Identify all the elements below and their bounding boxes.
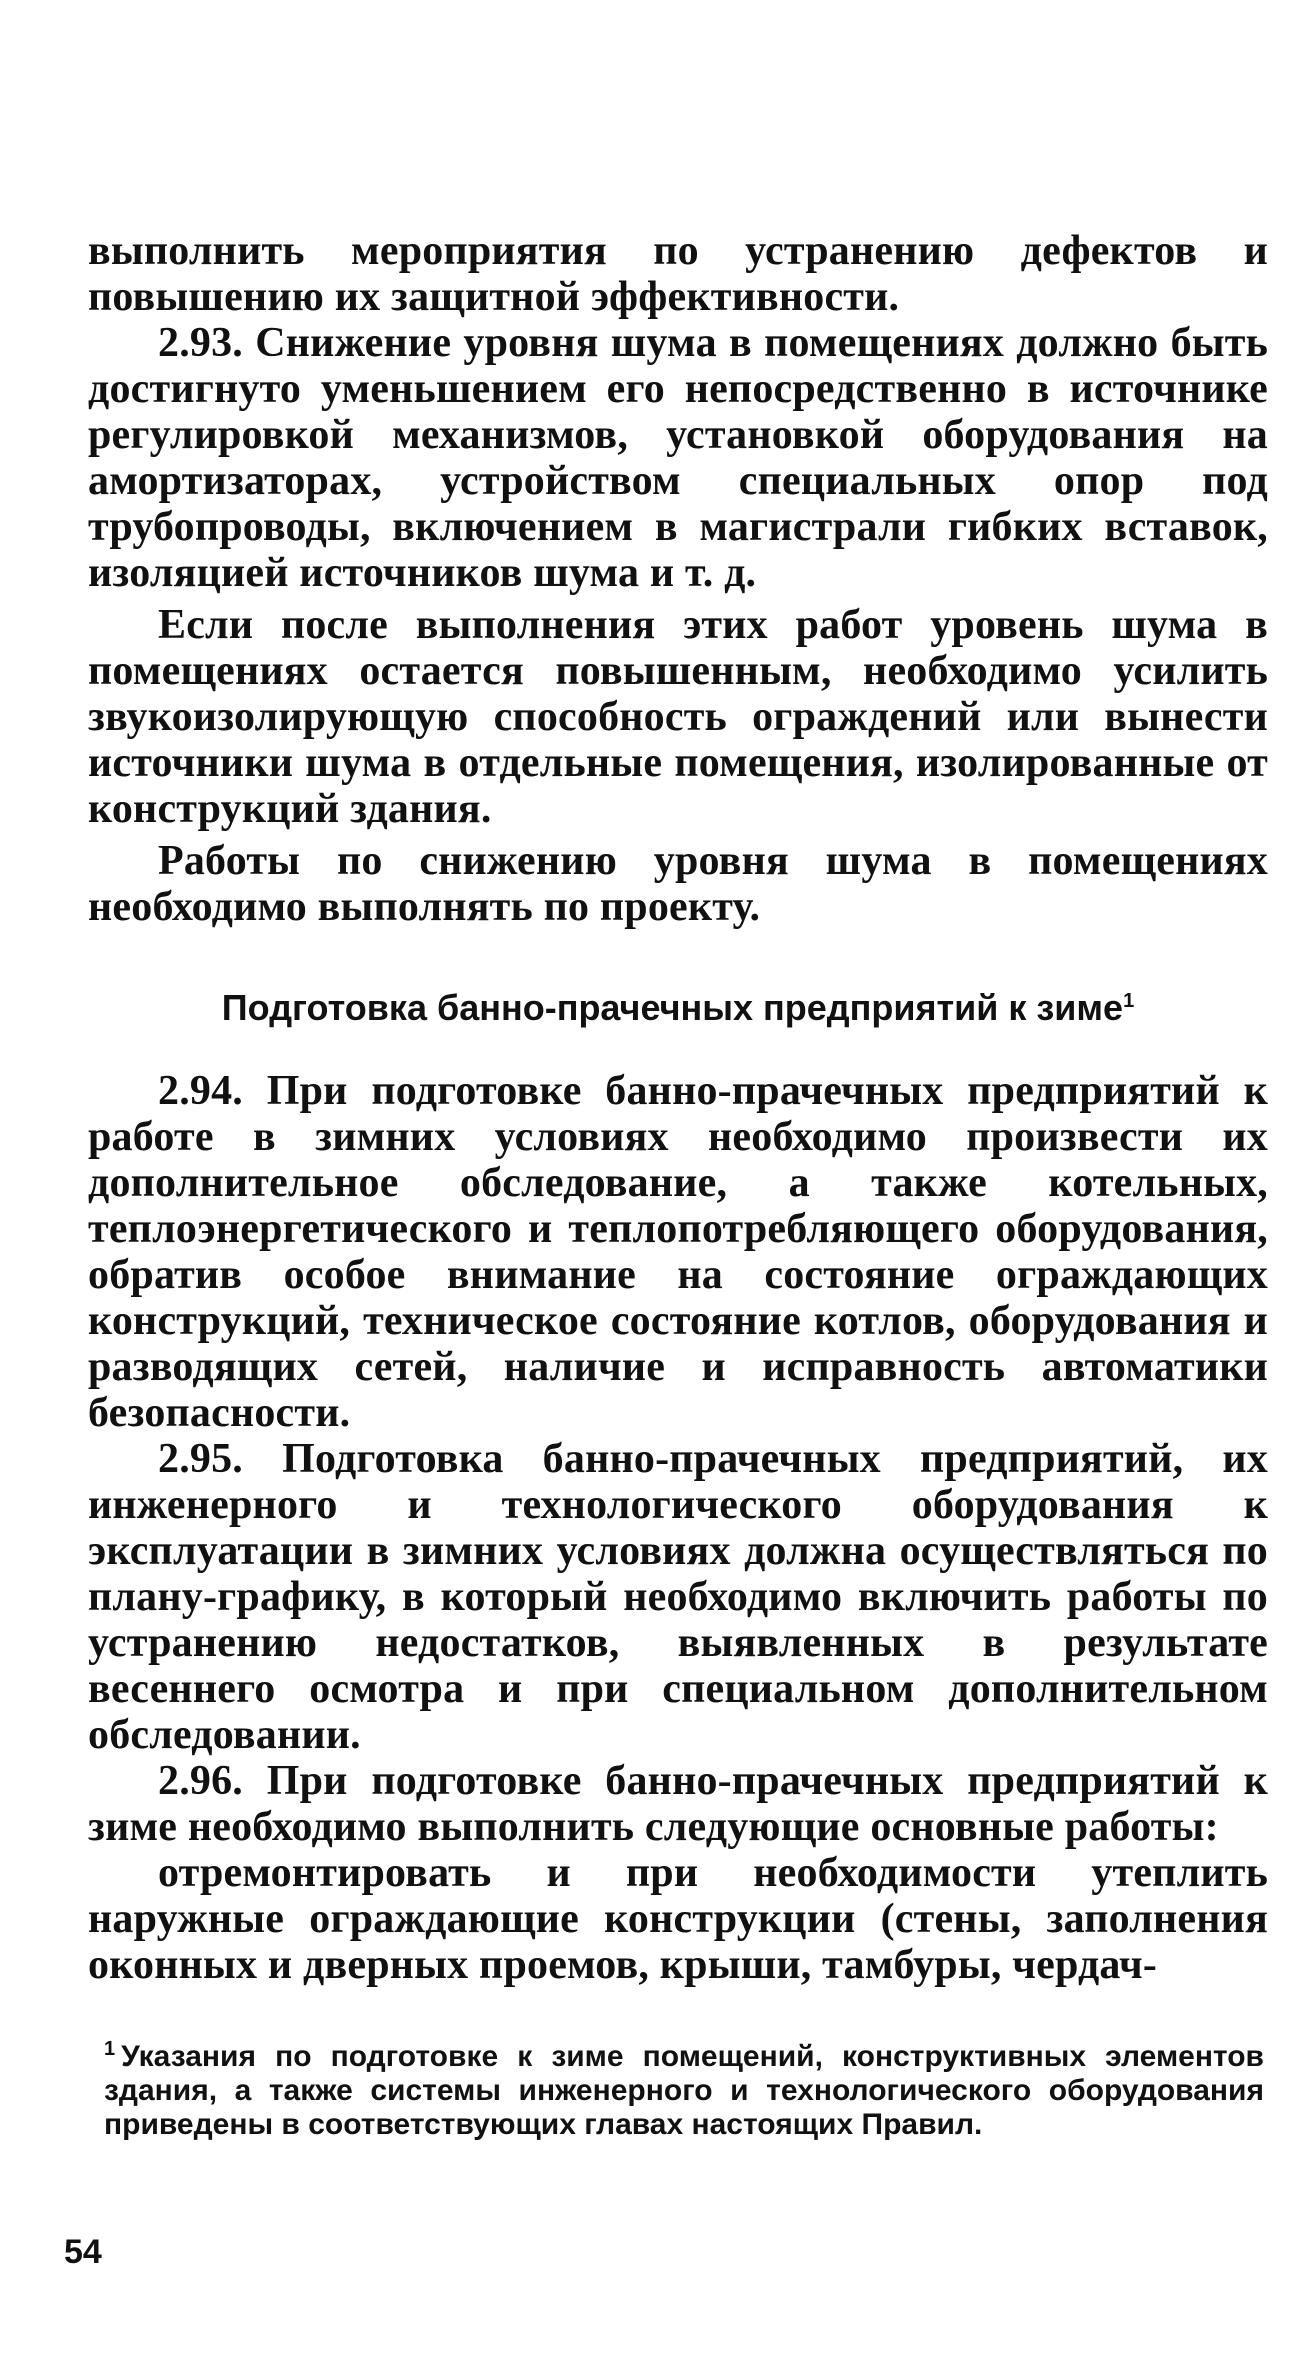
page-number: 54 bbox=[64, 2233, 102, 2271]
intro-text: выполнить мероприятия по устранению дефектов и повышению их защитной эффективности. bbox=[88, 228, 1268, 320]
paragraph-2-95 bbox=[88, 1436, 1268, 1758]
footnote-text: Указания по подготовке к зиме помещений, конструктивных элементов здания, а также системы инженерного и технологического оборудования приведены в соответствующих главах настоящих Правил. bbox=[104, 2040, 1264, 2141]
clause-text-2-93-para3: Работы по снижению уровня шума в помещениях необходимо выполнять по проекту. bbox=[88, 838, 1268, 930]
footnote-mark: 1 bbox=[104, 2038, 116, 2060]
section-heading bbox=[88, 986, 1268, 1030]
footnote-block bbox=[104, 2040, 1264, 2142]
paragraph-intro bbox=[88, 228, 1268, 320]
paragraph-2-94 bbox=[88, 1068, 1268, 1436]
section-heading-block bbox=[88, 986, 1268, 1030]
paragraph-2-96 bbox=[88, 1758, 1268, 1850]
clause-text-2-93: Снижение уровня шума в помещениях должно быть достигнуто уменьшением его непосредственно в источнике регулировкой механизмов, установкой оборудования на амортизаторах, устройством специальных опор под трубопроводы, включением в магистрали гибких вставок, изоляцией источников шума и т. д. bbox=[88, 320, 1269, 596]
clause-number-2-96: 2.96. bbox=[158, 1758, 243, 1804]
clause-text-2-93-para2: Если после выполнения этих работ уровень шума в помещениях остается повышенным, необходимо усилить звукоизолирующую способность ограждений или вынести источники шума в отдельные помещения, изолированные от конструкций здания. bbox=[88, 602, 1268, 832]
paragraph-2-96-item bbox=[88, 1850, 1268, 1988]
paragraph-2-93-final bbox=[88, 838, 1268, 930]
footnote bbox=[104, 2040, 1264, 2142]
text-column-lower bbox=[88, 1068, 1268, 1988]
clause-item-2-96: отремонтировать и при необходимости утеплить наружные ограждающие конструкции (стены, заполнения оконных и дверных проемов, крыши, тамбуры, чердач- bbox=[88, 1850, 1268, 1988]
paragraph-2-93-continued bbox=[88, 602, 1268, 832]
clause-text-2-95: Подготовка банно-прачечных предприятий, их инженерного и технологического оборудования к эксплуатации в зимних условиях должна осуществляться по плану-графику, в который необходимо включить работы по устранению недостатков, выявленных в результате весеннего осмотра и при специальном дополнительном обследовании. bbox=[88, 1436, 1268, 1758]
clause-text-2-94: При подготовке банно-прачечных предприятий к работе в зимних условиях необходимо произвести их дополнительное обследование, а также котельных, теплоэнергетического и теплопотребляющего оборудования, обратив особое внимание на состояние ограждающих конструкций, техническое состояние котлов, оборудования и разводящих сетей, наличие и исправность автоматики безопасности. bbox=[88, 1068, 1268, 1436]
text-column-upper bbox=[88, 228, 1268, 930]
footnote-reference: 1 bbox=[1123, 990, 1135, 1012]
clause-number-2-95: 2.95. bbox=[158, 1436, 243, 1482]
paragraph-2-93 bbox=[88, 320, 1268, 596]
clause-text-2-96: При подготовке банно-прачечных предприятий к зиме необходимо выполнить следующие основные работы: bbox=[88, 1758, 1268, 1850]
section-heading-text: Подготовка банно-прачечных предприятий к зиме bbox=[221, 987, 1124, 1028]
clause-number-2-93: 2.93. bbox=[158, 320, 243, 366]
clause-number-2-94: 2.94. bbox=[158, 1068, 243, 1114]
